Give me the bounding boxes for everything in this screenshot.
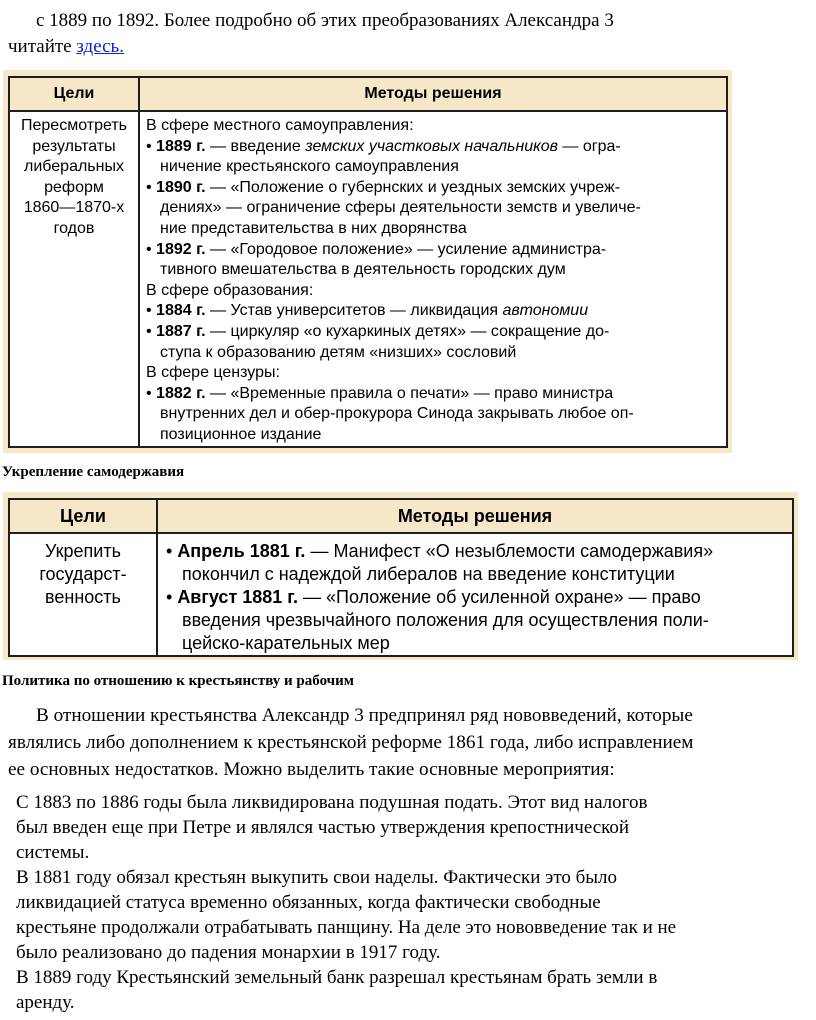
measure-item <box>16 965 806 1015</box>
measure-line: был введен еще при Петре и являлся частью утверждения крепостнической <box>16 817 630 838</box>
goal-line: 1860—1870-х <box>23 199 125 217</box>
method-item: • 1890 г. — «Положение о губернских и уездных земских учреж- <box>146 178 621 196</box>
methods-header: Методы решения <box>157 499 793 533</box>
section-heading-autocracy: Укрепление самодержавия <box>2 464 185 480</box>
goal-line: годов <box>53 219 95 237</box>
paragraph-line: В отношении крестьянства Александр 3 предпринял ряд нововведений, которые <box>36 705 693 726</box>
goals-cell <box>9 533 157 656</box>
measure-line: В 1889 году Крестьянский земельный банк разрешал крестьянам брать земли в <box>16 967 658 988</box>
reforms-table <box>8 76 728 448</box>
goal-line: государст- <box>39 564 127 584</box>
goals-header: Цели <box>9 499 157 533</box>
goal-line: Укрепить <box>45 541 121 561</box>
method-item: • Апрель 1881 г. — Манифест «О незыблемости самодержавия» <box>166 541 714 561</box>
method-item-cont: введения чрезвычайного положения для осуществления поли- <box>182 610 709 630</box>
measure-line: ликвидацией статуса временно обязанных, когда фактически свободные <box>16 892 601 913</box>
intro-line-1: с 1889 по 1892. Более подробно об этих преобразованиях Александра 3 <box>36 10 614 31</box>
intro-text <box>8 8 808 60</box>
method-item-cont: покончил с надеждой либералов на введение конституции <box>182 564 675 584</box>
measure-item <box>16 790 806 865</box>
autocracy-table-frame <box>3 492 798 660</box>
reforms-table-frame <box>3 70 732 453</box>
goal-line: реформ <box>44 178 104 196</box>
method-item: • 1882 г. — «Временные правила о печати» — право министра <box>146 384 614 402</box>
section-heading-peasants: Политика по отношению к крестьянству и рабочим <box>2 673 354 689</box>
intro-line-2: читайте здесь. <box>8 36 124 57</box>
method-item: • Август 1881 г. — «Положение об усиленной охране» — право <box>166 587 701 607</box>
method-item-cont: ние представительства в них дворянства <box>160 219 467 237</box>
method-item: • 1892 г. — «Городовое положение» — усиление администра- <box>146 240 607 258</box>
goal-line: либеральных <box>24 158 124 176</box>
method-item-cont: цейско-карательных мер <box>182 633 390 653</box>
methods-cell <box>139 111 727 447</box>
method-item-cont: ступа к образованию детям «низших» сословий <box>160 343 517 361</box>
section-title: В сфере образования: <box>146 281 314 299</box>
autocracy-table <box>8 498 794 657</box>
method-item-cont: дениях» — ограничение сферы деятельности земств и увеличе- <box>160 199 641 217</box>
measure-line: было реализовано до падения монархии в 1917 году. <box>16 942 441 963</box>
goals-cell <box>9 111 139 447</box>
peasant-policy-paragraph <box>8 702 810 783</box>
section-title: В сфере местного самоуправления: <box>146 117 414 134</box>
method-item-cont: позиционное издание <box>160 425 322 443</box>
goal-line: результаты <box>32 137 116 155</box>
measure-item <box>16 865 806 965</box>
method-item-cont: ничение крестьянского самоуправления <box>160 158 459 176</box>
method-item-cont: внутренних дел и обер-прокурора Синода закрывать любое оп- <box>160 405 634 423</box>
method-item: • 1884 г. — Устав университетов — ликвидация автономии <box>146 302 589 320</box>
measure-line: С 1883 по 1886 годы была ликвидирована подушная подать. Этот вид налогов <box>16 792 648 813</box>
methods-cell <box>157 533 793 656</box>
method-item-cont: тивного вмешательства в деятельность городских дум <box>160 261 566 279</box>
method-item: • 1887 г. — циркуляр «о кухаркиных детях» — сокращение до- <box>146 322 610 340</box>
method-item: • 1889 г. — введение земских участковых начальников — огра- <box>146 137 621 155</box>
paragraph-line: ее основных недостатков. Можно выделить такие основные мероприятия: <box>8 759 615 780</box>
goal-line: венность <box>45 587 121 607</box>
goals-header: Цели <box>9 77 139 111</box>
goal-line: Пересмотреть <box>21 117 127 134</box>
methods-header: Методы решения <box>139 77 727 111</box>
measure-line: крестьяне продолжали отрабатывать панщину. На деле это нововведение так и не <box>16 917 677 938</box>
section-title: В сфере цензуры: <box>146 364 280 382</box>
paragraph-line: являлись либо дополнением к крестьянской реформе 1861 года, либо исправлением <box>8 732 694 753</box>
measures-list <box>16 790 806 1015</box>
measure-line: В 1881 году обязал крестьян выкупить свои наделы. Фактически это было <box>16 867 618 888</box>
measure-line: аренду. <box>16 992 75 1013</box>
here-link[interactable]: здесь. <box>76 36 124 57</box>
measure-line: системы. <box>16 842 90 863</box>
